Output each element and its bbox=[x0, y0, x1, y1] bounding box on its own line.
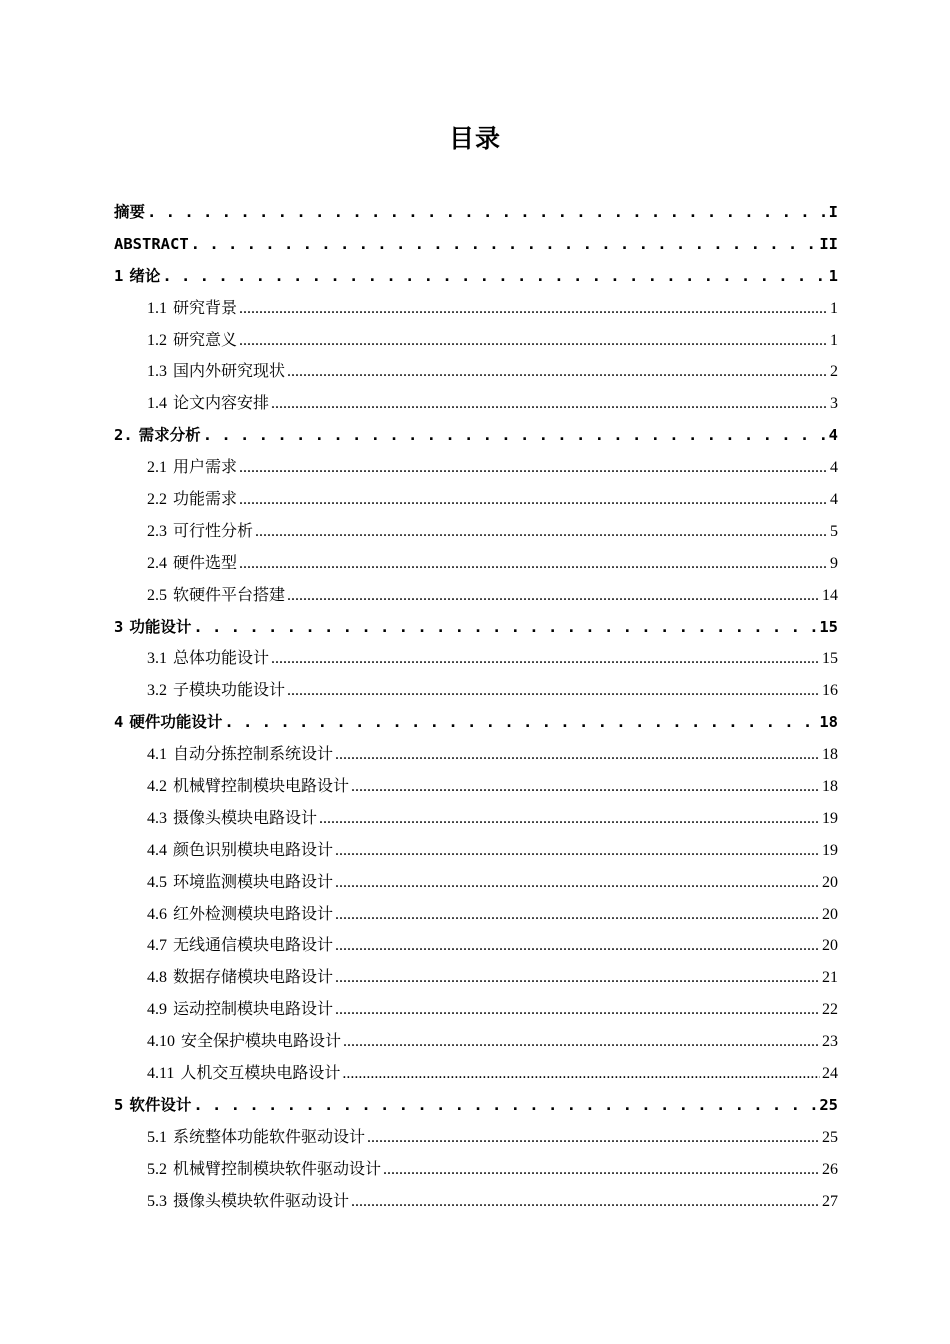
toc-page-number: 20 bbox=[822, 937, 838, 955]
toc-chapter-entry[interactable] bbox=[114, 1090, 838, 1122]
toc-entry-label bbox=[147, 962, 333, 994]
toc-dot-leader bbox=[287, 580, 820, 612]
toc-page-number: 9 bbox=[830, 554, 838, 572]
toc-dot-leader bbox=[239, 548, 828, 580]
toc-page-number: 25 bbox=[822, 1128, 838, 1146]
toc-page-number: 20 bbox=[822, 905, 838, 923]
toc-page-number: 24 bbox=[822, 1065, 838, 1083]
toc-section-entry[interactable] bbox=[114, 771, 838, 803]
toc-entry-label bbox=[147, 325, 237, 357]
toc-entry-number: 4.4 bbox=[147, 841, 167, 859]
toc-chapter-entry[interactable] bbox=[114, 229, 838, 261]
toc-entry-label bbox=[147, 867, 333, 899]
toc-page-number: 15 bbox=[822, 650, 838, 668]
toc-dot-leader bbox=[239, 452, 828, 484]
toc-entry-label bbox=[114, 420, 201, 452]
toc-page-number: 4 bbox=[830, 491, 838, 509]
toc-entry-label bbox=[147, 1122, 365, 1154]
toc-section-entry[interactable] bbox=[114, 803, 838, 835]
toc-entry-label bbox=[147, 930, 333, 962]
toc-chapter-entry[interactable] bbox=[114, 420, 838, 452]
toc-entry-text: 国内外研究现状 bbox=[173, 363, 286, 381]
toc-section-entry[interactable] bbox=[114, 484, 838, 516]
toc-entry-label bbox=[147, 1154, 381, 1186]
toc-entry-text: 自动分拣控制系统设计 bbox=[173, 746, 334, 764]
toc-dot-leader bbox=[271, 643, 820, 675]
toc-entry-label bbox=[147, 388, 269, 420]
toc-entry-number: 3.2 bbox=[147, 682, 167, 700]
toc-entry-label bbox=[114, 261, 160, 293]
toc-entry-text: 子模块功能设计 bbox=[173, 682, 286, 700]
toc-dot-leader bbox=[224, 707, 817, 739]
toc-dot-leader bbox=[287, 675, 820, 707]
toc-chapter-entry[interactable] bbox=[114, 707, 838, 739]
toc-dot-leader bbox=[193, 1090, 817, 1122]
toc-page-number: 14 bbox=[822, 586, 838, 604]
toc-entry-label bbox=[147, 1058, 340, 1090]
toc-entry-label bbox=[147, 835, 333, 867]
toc-entry-text: 研究意义 bbox=[173, 331, 238, 349]
toc-entry-label bbox=[147, 739, 333, 771]
toc-entry-label bbox=[147, 452, 237, 484]
toc-dot-leader bbox=[239, 293, 828, 325]
toc-dot-leader bbox=[239, 484, 828, 516]
toc-section-entry[interactable] bbox=[114, 356, 838, 388]
toc-entry-label bbox=[114, 707, 222, 739]
toc-entry-number: 2.3 bbox=[147, 522, 167, 540]
toc-section-entry[interactable] bbox=[114, 388, 838, 420]
toc-entry-number: 4.1 bbox=[147, 746, 167, 764]
toc-entry-number: 4.3 bbox=[147, 809, 167, 827]
toc-page-number: 19 bbox=[822, 809, 838, 827]
toc-section-entry[interactable] bbox=[114, 835, 838, 867]
toc-dot-leader bbox=[271, 388, 828, 420]
toc-entry-label bbox=[147, 516, 253, 548]
toc-section-entry[interactable] bbox=[114, 293, 838, 325]
toc-page-number: 1 bbox=[830, 299, 838, 317]
toc-section-entry[interactable] bbox=[114, 516, 838, 548]
toc-dot-leader bbox=[335, 930, 820, 962]
toc-entry-text: 硬件选型 bbox=[173, 554, 238, 572]
toc-entry-text: 论文内容安排 bbox=[173, 395, 270, 413]
toc-page-number: 5 bbox=[830, 522, 838, 540]
toc-entry-text: 硬件功能设计 bbox=[129, 713, 223, 732]
toc-page-number: 26 bbox=[822, 1160, 838, 1178]
toc-entry-number: 1.2 bbox=[147, 331, 167, 349]
toc-page-number: 21 bbox=[822, 969, 838, 987]
toc-section-entry[interactable] bbox=[114, 867, 838, 899]
toc-chapter-entry[interactable] bbox=[114, 197, 838, 229]
toc-entry-text: 软件设计 bbox=[129, 1095, 192, 1114]
toc-entry-text: 红外检测模块电路设计 bbox=[173, 905, 334, 923]
toc-entry-number: 1.1 bbox=[147, 299, 167, 317]
toc-entry-number: 4.7 bbox=[147, 937, 167, 955]
toc-page-number: I bbox=[828, 203, 838, 221]
toc-dot-leader bbox=[335, 867, 820, 899]
toc-entry-number: 4.2 bbox=[147, 778, 167, 796]
toc-entry-label bbox=[147, 643, 269, 675]
toc-page-number: 25 bbox=[819, 1095, 838, 1114]
toc-entry-label bbox=[114, 229, 189, 261]
toc-chapter-entry[interactable] bbox=[114, 612, 838, 644]
toc-entry-label bbox=[147, 899, 333, 931]
toc-entry-text: ABSTRACT bbox=[114, 234, 189, 253]
toc-entry-text: 用户需求 bbox=[173, 459, 238, 477]
toc-entry-label bbox=[114, 1090, 191, 1122]
toc-section-entry[interactable] bbox=[114, 1122, 838, 1154]
toc-entry-number: 4.5 bbox=[147, 873, 167, 891]
toc-chapter-entry[interactable] bbox=[114, 261, 838, 293]
toc-dot-leader bbox=[342, 1058, 820, 1090]
toc-dot-leader bbox=[335, 899, 820, 931]
toc-entry-text: 运动控制模块电路设计 bbox=[173, 1001, 334, 1019]
toc-entry-text: 环境监测模块电路设计 bbox=[173, 873, 334, 891]
toc-entry-text: 数据存储模块电路设计 bbox=[173, 969, 334, 987]
toc-section-entry[interactable] bbox=[114, 739, 838, 771]
toc-entry-number: 4.11 bbox=[147, 1065, 175, 1083]
toc-section-entry[interactable] bbox=[114, 1186, 838, 1218]
toc-entry-text: 可行性分析 bbox=[173, 522, 254, 540]
toc-entry-text: 无线通信模块电路设计 bbox=[173, 937, 334, 955]
toc-title: 目录 bbox=[448, 124, 501, 153]
toc-entry-number: 5 bbox=[114, 1095, 124, 1114]
toc-page-number: 18 bbox=[822, 746, 838, 764]
toc-entry-number: 2. bbox=[114, 426, 133, 445]
toc-dot-leader bbox=[343, 1026, 820, 1058]
toc-dot-leader bbox=[162, 261, 826, 293]
toc-entry-text: 功能需求 bbox=[173, 491, 238, 509]
toc-dot-leader bbox=[335, 962, 820, 994]
toc-entry-number: 3.1 bbox=[147, 650, 167, 668]
toc-page-number: 23 bbox=[822, 1033, 838, 1051]
toc-entry-text: 机械臂控制模块软件驱动设计 bbox=[173, 1160, 382, 1178]
toc-page-number: 2 bbox=[830, 363, 838, 381]
toc-entry-text: 颜色识别模块电路设计 bbox=[173, 841, 334, 859]
toc-page-number: 22 bbox=[822, 1001, 838, 1019]
toc-entry-label bbox=[114, 612, 191, 644]
toc-page-number: 1 bbox=[828, 266, 838, 285]
toc-section-entry[interactable] bbox=[114, 643, 838, 675]
toc-page-number: 16 bbox=[822, 682, 838, 700]
toc-page-number: 18 bbox=[819, 713, 838, 732]
toc-page-number: 27 bbox=[822, 1192, 838, 1210]
toc-dot-leader bbox=[287, 356, 828, 388]
toc-page-number: 18 bbox=[822, 778, 838, 796]
toc-entry-label bbox=[147, 356, 285, 388]
toc-entry-number: 1 bbox=[114, 266, 124, 285]
toc-entry-text: 系统整体功能软件驱动设计 bbox=[173, 1128, 366, 1146]
toc-section-entry[interactable] bbox=[114, 452, 838, 484]
toc-section-entry[interactable] bbox=[114, 994, 838, 1026]
toc-entry-number: 3 bbox=[114, 617, 124, 636]
toc-entry-text: 功能设计 bbox=[129, 617, 192, 636]
toc-entry-number: 2.2 bbox=[147, 491, 167, 509]
toc-entry-label bbox=[147, 771, 349, 803]
toc-section-entry[interactable] bbox=[114, 1058, 838, 1090]
toc-dot-leader bbox=[335, 739, 820, 771]
toc-section-entry[interactable] bbox=[114, 580, 838, 612]
toc-entry-label bbox=[147, 994, 333, 1026]
toc-entry-text: 研究背景 bbox=[173, 299, 238, 317]
toc-entry-number: 4 bbox=[114, 713, 124, 732]
toc-entry-text: 绪论 bbox=[129, 266, 161, 285]
toc-dot-leader bbox=[335, 835, 820, 867]
toc-entry-label bbox=[147, 580, 285, 612]
table-of-contents bbox=[114, 197, 838, 1218]
toc-section-entry[interactable] bbox=[114, 1154, 838, 1186]
toc-entry-label bbox=[147, 1186, 349, 1218]
toc-page-number: 4 bbox=[828, 426, 838, 445]
toc-dot-leader bbox=[239, 325, 828, 357]
toc-page-number: 19 bbox=[822, 841, 838, 859]
toc-dot-leader bbox=[203, 420, 827, 452]
toc-section-entry[interactable] bbox=[114, 1026, 838, 1058]
toc-entry-number: 2.5 bbox=[147, 586, 167, 604]
toc-page-number: 3 bbox=[830, 395, 838, 413]
toc-entry-text: 软硬件平台搭建 bbox=[173, 586, 286, 604]
toc-entry-number: 4.10 bbox=[147, 1033, 175, 1051]
toc-section-entry[interactable] bbox=[114, 930, 838, 962]
toc-entry-text: 人机交互模块电路设计 bbox=[180, 1065, 341, 1083]
toc-section-entry[interactable] bbox=[114, 325, 838, 357]
toc-entry-text: 摄像头模块电路设计 bbox=[173, 809, 318, 827]
toc-page-number: 15 bbox=[819, 617, 838, 636]
toc-dot-leader bbox=[383, 1154, 820, 1186]
toc-dot-leader bbox=[351, 771, 820, 803]
toc-entry-number: 2.1 bbox=[147, 459, 167, 477]
toc-entry-text: 安全保护模块电路设计 bbox=[181, 1033, 342, 1051]
toc-entry-text: 总体功能设计 bbox=[173, 650, 270, 668]
toc-entry-text: 需求分析 bbox=[138, 426, 201, 445]
toc-entry-number: 4.6 bbox=[147, 905, 167, 923]
toc-section-entry[interactable] bbox=[114, 962, 838, 994]
toc-entry-label bbox=[147, 548, 237, 580]
toc-dot-leader bbox=[191, 229, 818, 261]
toc-section-entry[interactable] bbox=[114, 675, 838, 707]
toc-entry-label bbox=[147, 293, 237, 325]
toc-page-number: 4 bbox=[830, 459, 838, 477]
toc-entry-text: 机械臂控制模块电路设计 bbox=[173, 778, 350, 796]
toc-entry-number: 4.9 bbox=[147, 1001, 167, 1019]
toc-entry-number: 5.3 bbox=[147, 1192, 167, 1210]
toc-entry-number: 1.4 bbox=[147, 395, 167, 413]
toc-page-number: II bbox=[819, 234, 838, 253]
toc-dot-leader bbox=[319, 803, 820, 835]
toc-entry-label bbox=[147, 803, 317, 835]
toc-dot-leader bbox=[367, 1122, 820, 1154]
toc-entry-number: 4.8 bbox=[147, 969, 167, 987]
toc-entry-label bbox=[147, 675, 285, 707]
toc-entry-label bbox=[147, 484, 237, 516]
toc-section-entry[interactable] bbox=[114, 899, 838, 931]
toc-page-number: 20 bbox=[822, 873, 838, 891]
toc-entry-label bbox=[147, 1026, 341, 1058]
toc-entry-number: 5.2 bbox=[147, 1160, 167, 1178]
toc-dot-leader bbox=[193, 612, 817, 644]
toc-dot-leader bbox=[335, 994, 820, 1026]
toc-entry-text: 摄像头模块软件驱动设计 bbox=[173, 1192, 350, 1210]
toc-entry-text: 摘要 bbox=[114, 203, 146, 221]
toc-dot-leader bbox=[147, 197, 827, 229]
toc-dot-leader bbox=[351, 1186, 820, 1218]
toc-entry-number: 5.1 bbox=[147, 1128, 167, 1146]
toc-section-entry[interactable] bbox=[114, 548, 838, 580]
toc-entry-number: 1.3 bbox=[147, 363, 167, 381]
toc-page-number: 1 bbox=[830, 331, 838, 349]
toc-entry-label bbox=[114, 197, 145, 229]
toc-entry-number: 2.4 bbox=[147, 554, 167, 572]
toc-dot-leader bbox=[255, 516, 828, 548]
